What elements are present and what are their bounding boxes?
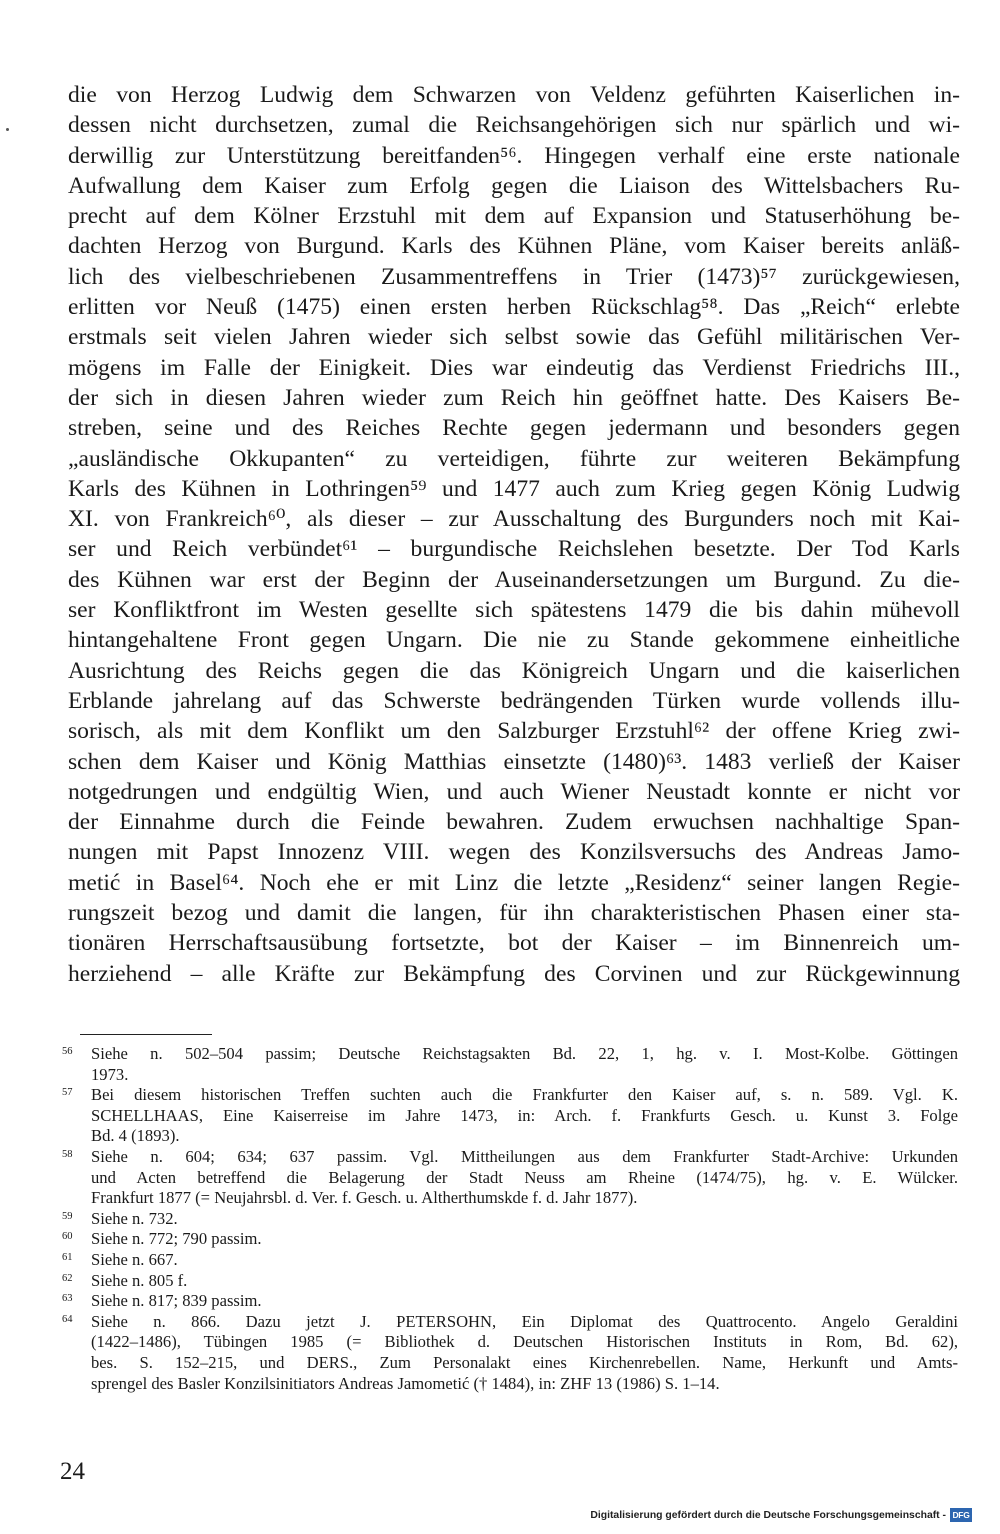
body-line: erstmals seit vielen Jahren wieder sich selbst sowie das Gefühl militärischen Ver- xyxy=(68,324,960,351)
footnote-line: Frankfurt 1877 (= Neujahrsbl. d. Ver. f. Gesch. u. Altherthumskde f. d. Jahr 1877). xyxy=(91,1188,638,1208)
footnote xyxy=(62,1044,958,1085)
footnote-line: Siehe n. 817; 839 passim. xyxy=(91,1291,262,1311)
body-line: metić in Basel⁶⁴. Noch ehe er mit Linz die letzte „Residenz“ seiner langen Regie- xyxy=(68,869,960,896)
footnote-number: 56 xyxy=(62,1046,73,1057)
body-line: herziehend – alle Kräfte zur Bekämpfung des Corvinen und zur Rückgewinnung xyxy=(68,960,960,987)
footnote-line: Bei diesem historischen Treffen suchten auch die Frankfurter den Kaiser auf, s. n. 589. Vgl. K. xyxy=(91,1085,958,1105)
body-line: precht auf dem Kölner Erzstuhl mit dem auf Expansion und Statuserhöhung be- xyxy=(68,203,960,230)
footnote-line: Siehe n. 667. xyxy=(91,1249,178,1269)
footnote xyxy=(62,1291,958,1312)
footnote-line: Siehe n. 502–504 passim; Deutsche Reichstagsakten Bd. 22, 1, hg. v. I. Most-Kolbe. Göttingen xyxy=(91,1044,958,1063)
body-line: erlitten vor Neuß (1475) einen ersten herben Rückschlag⁵⁸. Das „Reich“ erlebte xyxy=(68,294,960,321)
footnote-line: Siehe n. 772; 790 passim. xyxy=(91,1229,262,1249)
body-line: dessen nicht durchsetzen, zumal die Reichsangehörigen sich nur spärlich und wi- xyxy=(68,112,960,139)
body-text xyxy=(68,80,960,989)
body-line: ser und Reich verbündet⁶¹ – burgundische Reichslehen besetzte. Der Tod Karls xyxy=(68,536,960,563)
body-line: dachten Herzog von Burgund. Karls des Kühnen Pläne, vom Kaiser bereits anläß- xyxy=(68,233,960,260)
body-line: streben, seine und des Reiches Rechte gegen jedermann und besonders gegen xyxy=(68,415,960,442)
footnotes xyxy=(62,1044,958,1394)
body-line: mögens im Falle der Einigkeit. Dies war eindeutig das Verdienst Friedrichs III., xyxy=(68,354,960,381)
body-line: sorisch, als mit dem Konflikt um den Salzburger Erzstuhl⁶² der offene Krieg zwi- xyxy=(68,718,960,745)
footnote-number: 58 xyxy=(62,1148,73,1160)
footnote-line: und Acten betreffend die Belagerung der Stadt Neuss am Rheine (1474/75), hg. v. E. Wülcker. xyxy=(91,1167,958,1187)
body-line: rungszeit bezog und damit die langen, für ihn charakteristischen Phasen einer sta- xyxy=(68,900,960,927)
footnote-number: 57 xyxy=(62,1087,73,1099)
footnote-number: 64 xyxy=(62,1313,73,1325)
footnote-number: 59 xyxy=(62,1210,73,1222)
body-line: notgedrungen und endgültig Wien, und auch Wiener Neustadt konnte er nicht vor xyxy=(68,778,960,805)
footnote-line: Siehe n. 732. xyxy=(91,1208,178,1228)
footnote-line: Siehe n. 604; 634; 637 passim. Vgl. Mittheilungen aus dem Frankfurter Stadt-Archive: Urkunden xyxy=(91,1146,958,1166)
footnote-rule xyxy=(80,1034,212,1035)
footnote xyxy=(62,1271,958,1292)
footnote-number: 62 xyxy=(62,1272,73,1284)
credit-text: Digitalisierung gefördert durch die Deutsche Forschungsgemeinschaft - xyxy=(590,1509,946,1521)
footnote-line: Bd. 4 (1893). xyxy=(91,1126,180,1146)
body-line: ser Konfliktfront im Westen gesellte sich spätestens 1479 die bis dahin mühevoll xyxy=(68,597,960,624)
body-line: tionären Herrschaftsausübung fortsetzte, bot der Kaiser – im Binnenreich um- xyxy=(68,930,960,957)
footnote-number: 61 xyxy=(62,1251,73,1263)
footnote xyxy=(62,1229,958,1250)
footnote-line: sprengel des Basler Konzilsinitiators Andreas Jamometić († 1484), in: ZHF 13 (1986) S. 1–14. xyxy=(91,1373,720,1393)
footnote xyxy=(62,1209,958,1230)
footnote-line: (1422–1486), Tübingen 1985 (= Bibliothek d. Deutschen Historischen Instituts in Rom, Bd. 62), xyxy=(91,1332,958,1352)
footnote-line: SCHELLHAAS, Eine Kaiserreise im Jahre 1473, in: Arch. f. Frankfurts Gesch. u. Kunst 3. Folge xyxy=(91,1105,958,1125)
body-line: Erblande jahrelang auf das Schwerste bedrängenden Türken wurde vollends illu- xyxy=(68,687,960,714)
footnote-line: bes. S. 152–215, und DERS., Zum Personalakt eines Kirchenrebellen. Name, Herkunft und Amts- xyxy=(91,1352,958,1372)
footnote-line: Siehe n. 805 f. xyxy=(91,1270,188,1290)
footnote xyxy=(62,1312,958,1394)
body-line: die von Herzog Ludwig dem Schwarzen von Veldenz geführten Kaiserlichen in- xyxy=(68,82,960,108)
body-line: Aufwallung dem Kaiser zum Erfolg gegen die Liaison des Wittelsbachers Ru- xyxy=(68,172,960,199)
body-line: Karls des Kühnen in Lothringen⁵⁹ und 1477 auch zum Krieg gegen König Ludwig xyxy=(68,475,960,502)
digitization-credit xyxy=(590,1508,972,1522)
body-line: der Einnahme durch die Feinde bewahren. Zudem erwuchsen nachhaltige Span- xyxy=(68,809,960,836)
body-line: „ausländische Okkupanten“ zu verteidigen, führte zur weiteren Bekämpfung xyxy=(68,445,960,472)
body-line: nungen mit Papst Innozenz VIII. wegen des Konzilsversuchs des Andreas Jamo- xyxy=(68,839,960,866)
body-line: derwillig zur Unterstützung bereitfanden⁵⁶. Hingegen verhalf eine erste nationale xyxy=(68,142,960,169)
footnote-number: 60 xyxy=(62,1231,73,1243)
footnote xyxy=(62,1147,958,1209)
body-line: XI. von Frankreich⁶⁰, als dieser – zur Ausschaltung des Burgunders noch mit Kai- xyxy=(68,506,960,533)
body-line: Ausrichtung des Reichs gegen die das Königreich Ungarn und die kaiserlichen xyxy=(68,657,960,684)
body-line: der sich in diesen Jahren wieder zum Reich hin geöffnet hatte. Des Kaisers Be- xyxy=(68,384,960,411)
footnote xyxy=(62,1085,958,1147)
body-line: lich des vielbeschriebenen Zusammentreffens in Trier (1473)⁵⁷ zurückgewiesen, xyxy=(68,263,960,290)
footnote xyxy=(62,1250,958,1271)
footnote-line: 1973. xyxy=(91,1064,129,1084)
body-line: schen dem Kaiser und König Matthias einsetzte (1480)⁶³. 1483 verließ der Kaiser xyxy=(68,748,960,775)
footnote-number: 63 xyxy=(62,1293,73,1305)
body-line: hintangehaltene Front gegen Ungarn. Die nie zu Stande gekommene einheitliche xyxy=(68,627,960,654)
footnote-line: Siehe n. 866. Dazu jetzt J. PETERSOHN, Ein Diplomat des Quattrocento. Angelo Geraldini xyxy=(91,1311,958,1331)
page-number: 24 xyxy=(60,1458,85,1485)
body-line: des Kühnen war erst der Beginn der Auseinandersetzungen um Burgund. Zu die- xyxy=(68,566,960,593)
dfg-logo-icon: DFG xyxy=(950,1508,972,1522)
margin-speck xyxy=(6,128,9,131)
